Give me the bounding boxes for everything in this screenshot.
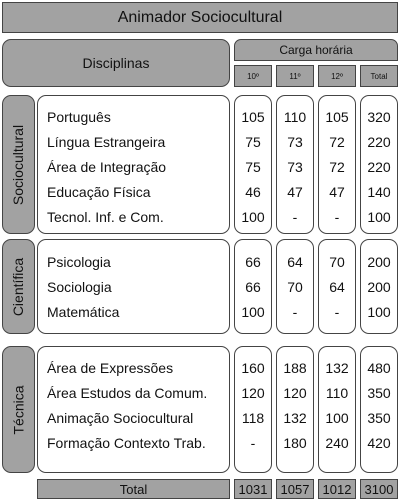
- hours-cell: 72: [329, 159, 345, 175]
- subject-name: Área de Integração: [47, 159, 167, 175]
- subject-name: Área Estudos da Comum.: [47, 385, 208, 401]
- hours-cell: 100: [241, 304, 265, 320]
- hours-cell: 105: [241, 109, 265, 125]
- hours-cell: -: [334, 304, 340, 320]
- hours-cell: 100: [367, 209, 391, 225]
- year10-column: [234, 239, 272, 334]
- hours-cell: 105: [325, 109, 349, 125]
- subject-list: [37, 239, 230, 334]
- hours-cell: -: [292, 209, 298, 225]
- total-year11: [276, 479, 314, 499]
- hours-cell: 220: [367, 159, 391, 175]
- hours-cell: 110: [283, 109, 307, 125]
- hours-cell: 120: [283, 385, 307, 401]
- subject-name: Sociologia: [47, 279, 112, 295]
- total-grand: [360, 479, 398, 499]
- subject-name: Português: [47, 109, 111, 125]
- carga-horaria-header: [234, 39, 398, 61]
- hours-cell: 100: [367, 304, 391, 320]
- hours-cell: 180: [283, 435, 307, 451]
- hours-cell: 66: [245, 254, 261, 270]
- hours-cell: 200: [367, 254, 391, 270]
- hours-cell: 132: [283, 410, 307, 426]
- total-column: [360, 346, 398, 473]
- hours-cell: 420: [367, 435, 391, 451]
- hours-cell: 320: [367, 109, 391, 125]
- hours-cell: 73: [287, 134, 303, 150]
- subject-name: Formação Contexto Trab.: [47, 435, 206, 451]
- total-year12-value: 1012: [322, 481, 352, 497]
- year11-column: [276, 95, 314, 234]
- subject-list: [37, 95, 230, 234]
- year-header-11-label: 11º: [289, 71, 301, 81]
- section-label-tecnica: [2, 346, 35, 473]
- page-title-text: Animador Sociocultural: [117, 8, 283, 26]
- total-grand-value: 3100: [364, 481, 394, 497]
- section-label-sociocultural: [2, 95, 35, 234]
- total-year12: [318, 479, 356, 499]
- hours-cell: 47: [287, 184, 303, 200]
- total-year10-value: 1031: [238, 481, 268, 497]
- hours-cell: 480: [367, 360, 391, 376]
- year12-column: [318, 95, 356, 234]
- year12-column: [318, 346, 356, 473]
- year11-column: [276, 346, 314, 473]
- carga-horaria-label: Carga horária: [279, 43, 353, 57]
- year-header-total: [360, 65, 398, 87]
- subject-name: Língua Estrangeira: [47, 134, 166, 150]
- hours-cell: 64: [287, 254, 303, 270]
- subject-name: Animação Sociocultural: [47, 410, 194, 426]
- total-year10: [234, 479, 272, 499]
- hours-cell: 132: [325, 360, 349, 376]
- year10-column: [234, 346, 272, 473]
- hours-cell: 100: [325, 410, 349, 426]
- hours-cell: 120: [241, 385, 265, 401]
- hours-cell: 100: [241, 209, 265, 225]
- section-name: Científica: [10, 257, 27, 316]
- hours-cell: -: [292, 304, 298, 320]
- hours-cell: 160: [241, 360, 265, 376]
- hours-cell: 73: [287, 159, 303, 175]
- hours-cell: -: [250, 435, 256, 451]
- subject-name: Matemática: [47, 304, 120, 320]
- year-header-total-label: Total: [370, 71, 388, 81]
- hours-cell: 72: [329, 134, 345, 150]
- disciplinas-header: [2, 39, 230, 87]
- hours-cell: 220: [367, 134, 391, 150]
- year12-column: [318, 239, 356, 334]
- hours-cell: 66: [245, 279, 261, 295]
- year-header-12: [318, 65, 356, 87]
- subject-name: Tecnol. Inf. e Com.: [47, 209, 164, 225]
- total-column: [360, 239, 398, 334]
- total-column: [360, 95, 398, 234]
- subject-list: [37, 346, 230, 473]
- hours-cell: 70: [287, 279, 303, 295]
- year-header-10-label: 10º: [247, 71, 259, 81]
- disciplinas-header-label: Disciplinas: [82, 55, 150, 71]
- total-year11-value: 1057: [280, 481, 310, 497]
- section-name: Técnica: [10, 384, 27, 435]
- year10-column: [234, 95, 272, 234]
- subject-name: Educação Física: [47, 184, 151, 200]
- hours-cell: -: [334, 209, 340, 225]
- section-label-cientifica: [2, 239, 35, 334]
- hours-cell: 46: [245, 184, 261, 200]
- hours-cell: 64: [329, 279, 345, 295]
- hours-cell: 47: [329, 184, 345, 200]
- year-header-12-label: 12º: [331, 71, 343, 81]
- hours-cell: 75: [245, 159, 261, 175]
- total-label: [37, 479, 230, 499]
- year-header-10: [234, 65, 272, 87]
- hours-cell: 350: [367, 385, 391, 401]
- section-name: Sociocultural: [10, 124, 27, 205]
- hours-cell: 110: [325, 385, 349, 401]
- subject-name: Área de Expressões: [47, 360, 174, 376]
- page-title: [2, 2, 398, 33]
- total-label-text: Total: [119, 481, 148, 497]
- hours-cell: 200: [367, 279, 391, 295]
- hours-cell: 350: [367, 410, 391, 426]
- hours-cell: 188: [283, 360, 307, 376]
- hours-cell: 118: [241, 410, 265, 426]
- hours-cell: 75: [245, 134, 261, 150]
- hours-cell: 140: [367, 184, 391, 200]
- year11-column: [276, 239, 314, 334]
- hours-cell: 240: [325, 435, 349, 451]
- subject-name: Psicologia: [47, 254, 111, 270]
- hours-cell: 70: [329, 254, 345, 270]
- year-header-11: [276, 65, 314, 87]
